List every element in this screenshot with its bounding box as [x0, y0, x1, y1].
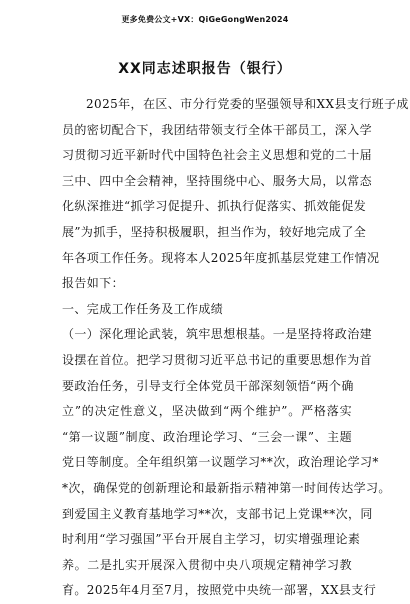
- body-line: 设摆在首位。把学习贯彻习近平总书记的重要思想作为首: [62, 352, 373, 367]
- body-line: （一）深化理论武装，筑牢思想根基。一是坚持将政治建: [62, 327, 373, 342]
- body-line: 2025年，在区、市分行党委的坚强领导和XX县支行班子成: [86, 97, 409, 111]
- body-line: 要政治任务，引导支行全体党员干部深刻领悟“两个确: [62, 378, 354, 393]
- body-line: 化纵深推进“抓学习促提升、抓执行促落实、抓效能促发: [62, 199, 367, 214]
- body-line: 三中、四中全会精神，坚持围绕中心、服务大局，以常态: [62, 173, 373, 188]
- body-line: 立”的决定性意义，坚决做到“两个维护”。严格落实: [62, 404, 352, 419]
- body-line: 育。2025年4月至7月，按照党中央统一部署，XX县支行: [62, 583, 377, 598]
- body-line: 年各项工作任务。现将本人2025年度抓基层党建工作情况: [62, 250, 380, 265]
- body-line: 员的密切配合下，我团结带领支行全体干部员工，深入学: [62, 122, 373, 137]
- document-body: [62, 92, 409, 604]
- body-line: *次，确保党的创新理论和最新指示精神第一时间传达学习。: [62, 480, 391, 495]
- body-line: 展”为抓手，坚持积极履职，担当作为，较好地完成了全: [62, 224, 367, 239]
- body-line: “第一议题”制度、政治理论学习、“三会一课”、主题: [62, 429, 352, 444]
- body-line: 时利用“学习强国”平台开展自主学习，切实增强理论素: [62, 532, 361, 547]
- body-line: 一、完成工作任务及工作成绩: [62, 301, 224, 316]
- document-title: XX同志述职报告（银行）: [118, 61, 292, 77]
- body-line: 报告如下：: [62, 276, 125, 291]
- body-line: 党日等制度。全年组织第一议题学习**次，政治理论学习*: [62, 455, 379, 470]
- header-watermark: 更多免费公文+VX：QiGeGongWen2024: [121, 15, 289, 24]
- body-line: 习贯彻习近平新时代中国特色社会主义思想和党的二十届: [62, 148, 373, 163]
- body-line: 养。二是扎实开展深入贯彻中央八项规定精神学习教: [62, 557, 352, 572]
- body-line: 到爱国主义教育基地学习**次，支部书记上党课**次，同: [62, 506, 373, 521]
